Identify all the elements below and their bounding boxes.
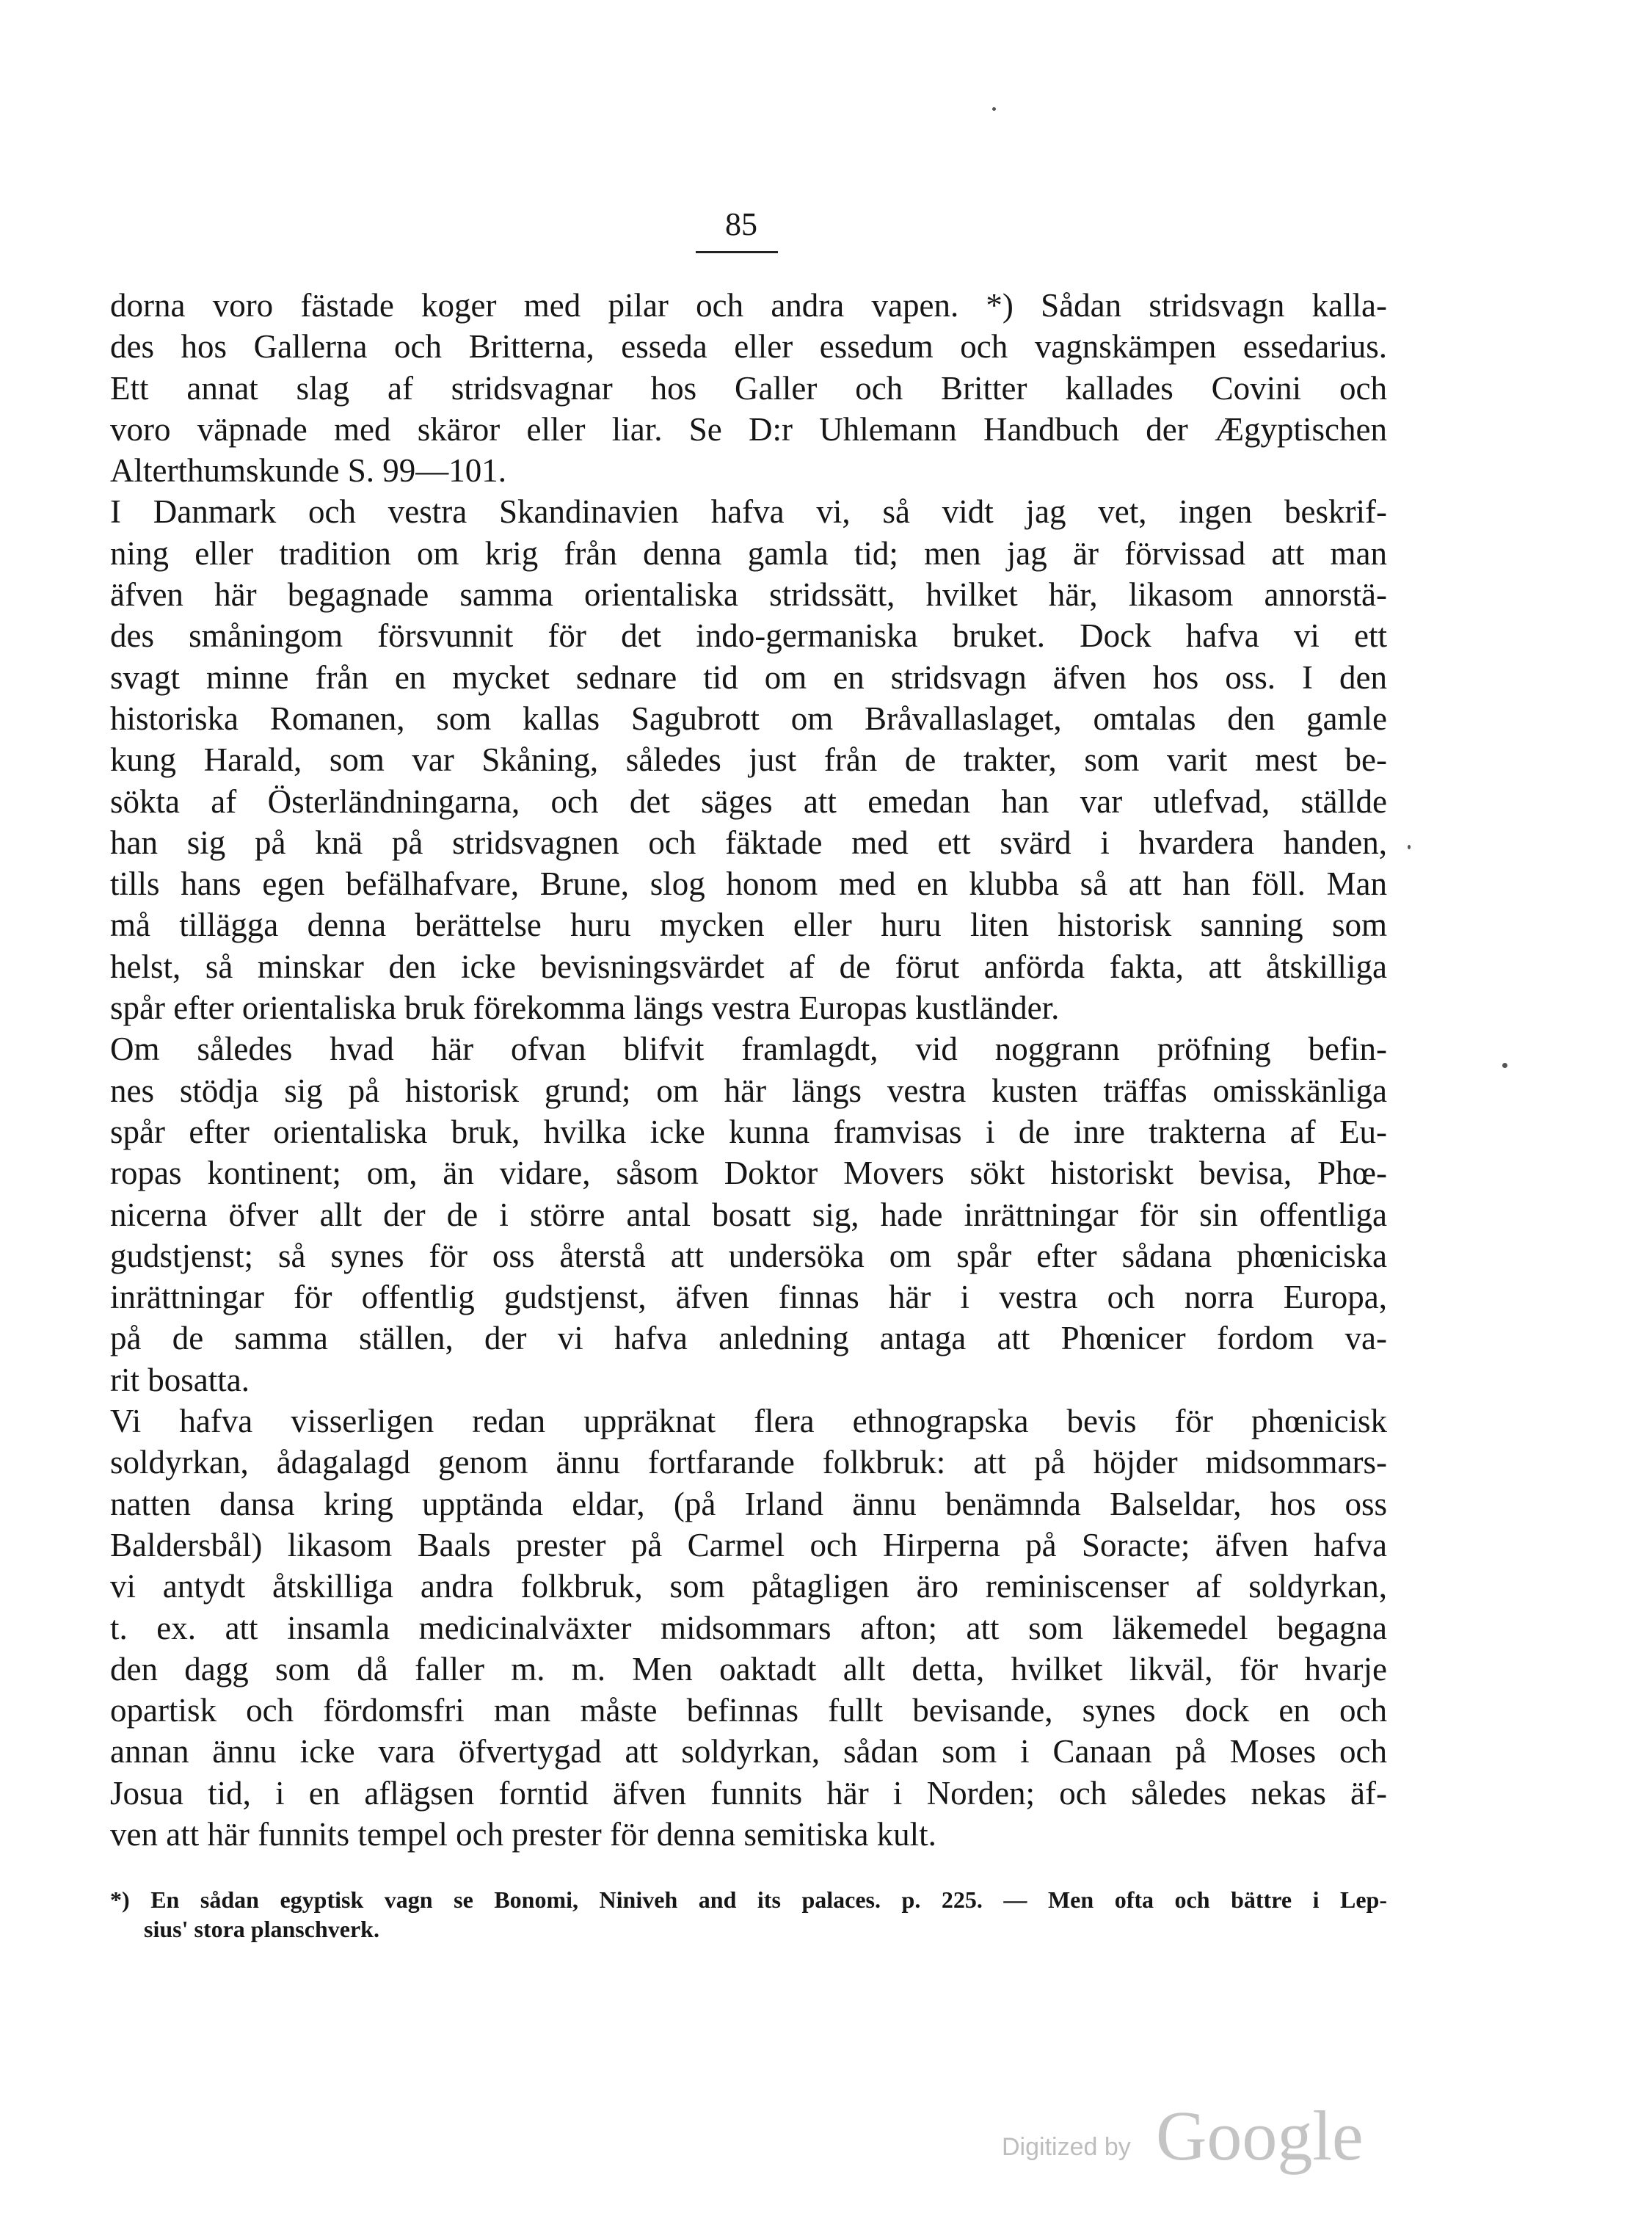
body-text (110, 285, 1387, 1855)
digitized-by-text: Digitized by (1002, 2133, 1131, 2161)
text-line: kung Harald, som var Skåning, således just från de trakter, som varit mest be- (110, 741, 1387, 779)
text-line: nicerna öfver allt der de i större antal bosatt sig, hade inrättningar för sin offentliga (110, 1196, 1387, 1233)
text-line: natten dansa kring upptända eldar, (på Irland ännu benämnda Balseldar, hos oss (110, 1485, 1387, 1522)
text-line: gudstjenst; så synes för oss återstå att undersöka om spår efter sådana phœniciska (110, 1237, 1387, 1274)
google-digitized-stamp (1002, 2096, 1369, 2176)
text-line: des hos Gallerna och Britterna, esseda eller essedum och vagnskämpen essedarius. (110, 328, 1387, 366)
text-line: Ett annat slag af stridsvagnar hos Galler och Britter kallades Covini och (110, 369, 1387, 407)
text-line: ropas kontinent; om, än vidare, såsom Doktor Movers sökt historiskt bevisa, Phœ- (110, 1155, 1387, 1192)
text-line: sökta af Österländningarna, och det säges att emedan han var utlefvad, ställde (110, 782, 1387, 820)
text-line: helst, så minskar den icke bevisningsvärdet af de förut anförda fakta, att åtskilliga (110, 948, 1387, 985)
text-line: historiska Romanen, som kallas Sagubrott om Bråvallaslaget, omtalas den gamle (110, 700, 1387, 737)
scan-speck (992, 107, 996, 111)
text-line: ning eller tradition om krig från denna gamla tid; men jag är förvissad att man (110, 534, 1387, 572)
text-line: han sig på knä på stridsvagnen och fäktade med ett svärd i hvardera handen, (110, 824, 1387, 861)
text-line: svagt minne från en mycket sednare tid om en stridsvagn äfven hos oss. I den (110, 658, 1387, 696)
text-line: t. ex. att insamla medicinalväxter midsommars afton; att som läkemedel begagna (110, 1609, 1387, 1646)
text-line: tills hans egen befälhafvare, Brune, slog honom med en klubba så att han föll. Man (110, 865, 1387, 903)
footnote-line: *) En sådan egyptisk vagn se Bonomi, Niniveh and its palaces. p. 225. — Men ofta och bättre i Lep- (110, 1886, 1387, 1913)
text-line: spår efter orientaliska bruk förekomma längs vestra Europas kustländer. (110, 989, 1060, 1027)
text-line: voro väpnade med skäror eller liar. Se D:r Uhlemann Handbuch der Ægyptischen (110, 410, 1387, 448)
page-number-rule (696, 251, 778, 253)
text-line: den dagg som då faller m. m. Men oaktadt allt detta, hvilket likväl, för hvarje (110, 1650, 1387, 1688)
text-line: må tillägga denna berättelse huru mycken eller huru liten historisk sanning som (110, 907, 1387, 944)
text-line: des småningom försvunnit för det indo-germaniska bruket. Dock hafva vi ett (110, 617, 1387, 655)
text-line: Josua tid, i en aflägsen forntid äfven funnits här i Norden; och således nekas äf- (110, 1774, 1387, 1812)
text-line: rit bosatta. (110, 1361, 250, 1398)
page-number: 85 (725, 206, 757, 242)
text-line: I Danmark och vestra Skandinavien hafva vi, så vidt jag vet, ingen beskrif- (110, 493, 1387, 531)
footnote-line: sius' stora planschverk. (144, 1916, 379, 1942)
text-line: Baldersbål) likasom Baals prester på Carmel och Hirperna på Soracte; äfven hafva (110, 1526, 1387, 1563)
text-line: Vi hafva visserligen redan uppräknat flera ethnograpska bevis för phœnicisk (110, 1403, 1387, 1440)
text-line: Alterthumskunde S. 99—101. (110, 452, 506, 490)
text-line: äfven här begagnade samma orientaliska stridssätt, hvilket här, likasom annorstä- (110, 576, 1387, 614)
text-line: inrättningar för offentlig gudstjenst, äfven finnas här i vestra och norra Europa, (110, 1279, 1387, 1316)
text-line: nes stödja sig på historisk grund; om här längs vestra kusten träffas omisskänliga (110, 1072, 1387, 1109)
text-line: Om således hvad här ofvan blifvit framlagdt, vid noggrann pröfning befin- (110, 1031, 1387, 1068)
text-line: annan ännu icke vara öfvertygad att soldyrkan, sådan som i Canaan på Moses och (110, 1733, 1387, 1770)
google-logo: Google (1156, 2096, 1364, 2175)
text-line: vi antydt åtskilliga andra folkbruk, som påtagligen äro reminiscenser af soldyrkan, (110, 1568, 1387, 1605)
text-line: ven att här funnits tempel och prester för denna semitiska kult. (110, 1815, 936, 1853)
footnote (110, 1885, 1387, 1944)
text-line: dorna voro fästade koger med pilar och andra vapen. *) Sådan stridsvagn kalla- (110, 287, 1387, 324)
text-line: opartisk och fördomsfri man måste befinnas fullt bevisande, synes dock en och (110, 1692, 1387, 1729)
text-line: på de samma ställen, der vi hafva anledning antaga att Phœnicer fordom va- (110, 1320, 1387, 1357)
scan-speck (1408, 845, 1411, 849)
text-line: soldyrkan, ådagalagd genom ännu fortfarande folkbruk: att på höjder midsommars- (110, 1444, 1387, 1481)
text-line: spår efter orientaliska bruk, hvilka icke kunna framvisas i de inre trakterna af Eu- (110, 1113, 1387, 1150)
scan-speck (1502, 1063, 1507, 1068)
